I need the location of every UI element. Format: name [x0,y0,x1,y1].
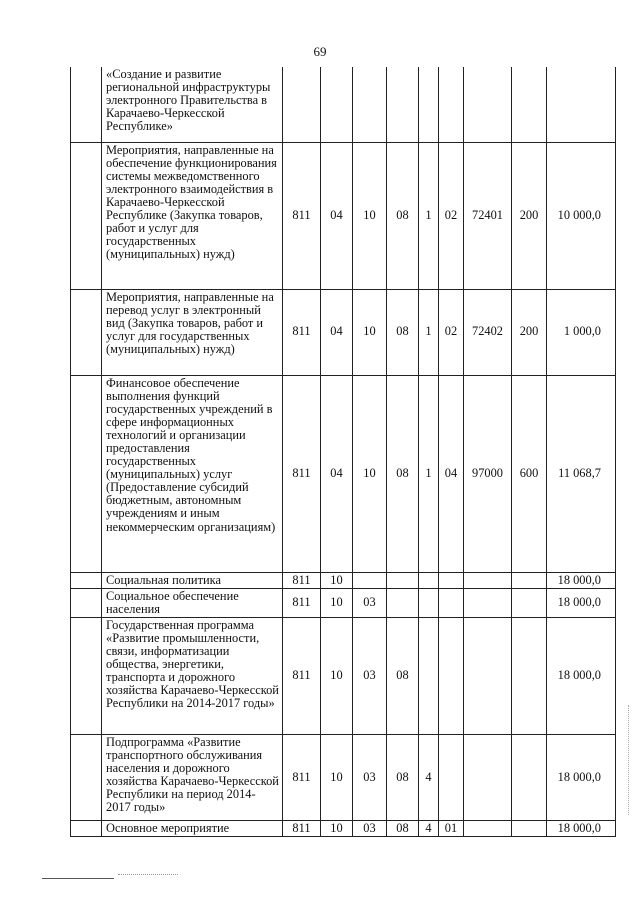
cell-c3 [439,617,464,734]
cell-c3: 02 [439,142,464,289]
table-row [71,289,616,375]
cell-vr: 200 [512,289,547,375]
table-row [71,820,616,836]
page-number: 69 [313,44,327,59]
cell-c3: 04 [439,375,464,572]
row-index-cell [71,820,102,836]
cell-c4: 72401 [464,142,512,289]
cell-c3 [439,734,464,820]
cell-sum: 18 000,0 [547,617,616,734]
cell-vr: 600 [512,375,547,572]
cell-c2: 1 [419,142,439,289]
footer-rule [42,878,114,879]
table-row [71,572,616,588]
table-row [71,67,616,142]
cell-ved: 811 [283,617,321,734]
cell-ved: 811 [283,588,321,617]
cell-c1: 08 [387,142,419,289]
row-name: Социальное обеспечение населения [102,588,283,617]
cell-sum: 18 000,0 [547,588,616,617]
cell-c1: 08 [387,289,419,375]
cell-vr [512,67,547,142]
cell-pr: 03 [353,820,387,836]
row-index-cell [71,375,102,572]
cell-c2: 1 [419,375,439,572]
margin-scan-mark [628,705,633,815]
cell-rz: 10 [321,820,353,836]
cell-c4 [464,67,512,142]
cell-c2: 4 [419,734,439,820]
budget-table [70,67,616,837]
cell-pr: 03 [353,588,387,617]
cell-c2: 4 [419,820,439,836]
cell-c1: 08 [387,820,419,836]
row-index-cell [71,588,102,617]
cell-sum [547,67,616,142]
cell-c2: 1 [419,289,439,375]
cell-vr [512,617,547,734]
row-index-cell [71,617,102,734]
cell-c2 [419,588,439,617]
cell-c4 [464,588,512,617]
cell-c4 [464,617,512,734]
cell-c1 [387,588,419,617]
cell-c1: 08 [387,617,419,734]
cell-sum: 18 000,0 [547,820,616,836]
cell-c3: 02 [439,289,464,375]
cell-pr: 10 [353,289,387,375]
cell-vr [512,734,547,820]
cell-c4 [464,820,512,836]
table-row [71,617,616,734]
cell-sum: 18 000,0 [547,572,616,588]
row-name: «Создание и развитие региональной инфраструктуры электронного Правительства в Карачаево-Черкесской Республике» [102,67,283,142]
cell-pr: 03 [353,617,387,734]
cell-vr [512,820,547,836]
cell-rz: 04 [321,375,353,572]
cell-c3 [439,572,464,588]
cell-c2 [419,617,439,734]
row-name: Подпрограмма «Развитие транспортного обслуживания населения и дорожного хозяйства Карачаево-Черкесской Республики на период 2014-2017 годы» [102,734,283,820]
table-row [71,375,616,572]
cell-sum: 1 000,0 [547,289,616,375]
cell-c1 [387,572,419,588]
cell-sum: 18 000,0 [547,734,616,820]
cell-c3: 01 [439,820,464,836]
cell-pr: 03 [353,734,387,820]
cell-ved [283,67,321,142]
row-name: Финансовое обеспечение выполнения функций государственных учреждений в сфере информационных технологий и организации предоставления государственных (муниципальных) услуг (Предоставление субсидий бюджетным, автономным учреждениям и иным некоммерческим организациям) [102,375,283,572]
cell-rz: 04 [321,289,353,375]
cell-sum: 10 000,0 [547,142,616,289]
cell-ved: 811 [283,572,321,588]
row-index-cell [71,572,102,588]
row-name: Социальная политика [102,572,283,588]
cell-ved: 811 [283,375,321,572]
cell-pr: 10 [353,375,387,572]
cell-c2 [419,67,439,142]
cell-rz: 04 [321,142,353,289]
cell-rz [321,67,353,142]
cell-vr [512,588,547,617]
row-name: Мероприятия, направленные на обеспечение функционирования системы межведомственного электронного взаимодействия в Карачаево-Черкесской Республике (Закупка товаров, работ и услуг для государственных (муниципальных) нужд) [102,142,283,289]
row-index-cell [71,289,102,375]
cell-c1: 08 [387,734,419,820]
cell-rz: 10 [321,588,353,617]
cell-c2 [419,572,439,588]
cell-ved: 811 [283,734,321,820]
table-row [71,588,616,617]
row-index-cell [71,67,102,142]
cell-vr [512,572,547,588]
table-row [71,142,616,289]
row-name: Государственная программа «Развитие промышленности, связи, информатизации общества, энергетики, транспорта и дорожного хозяйства Карачаево-Черкесской Республики на 2014-2017 годы» [102,617,283,734]
cell-pr [353,572,387,588]
row-index-cell [71,142,102,289]
cell-rz: 10 [321,617,353,734]
table-row [71,734,616,820]
cell-c4: 72402 [464,289,512,375]
row-name: Основное мероприятие [102,820,283,836]
cell-ved: 811 [283,289,321,375]
row-index-cell [71,734,102,820]
cell-c1 [387,67,419,142]
footer-dotted-rule [118,874,178,875]
cell-c3 [439,588,464,617]
cell-c1: 08 [387,375,419,572]
cell-c3 [439,67,464,142]
cell-c4 [464,734,512,820]
cell-c4: 97000 [464,375,512,572]
cell-pr: 10 [353,142,387,289]
cell-sum: 11 068,7 [547,375,616,572]
cell-rz: 10 [321,734,353,820]
cell-vr: 200 [512,142,547,289]
cell-c4 [464,572,512,588]
cell-rz: 10 [321,572,353,588]
cell-ved: 811 [283,142,321,289]
row-name: Мероприятия, направленные на перевод услуг в электронный вид (Закупка товаров, работ и услуг для государственных (муниципальных) нужд) [102,289,283,375]
cell-pr [353,67,387,142]
cell-ved: 811 [283,820,321,836]
